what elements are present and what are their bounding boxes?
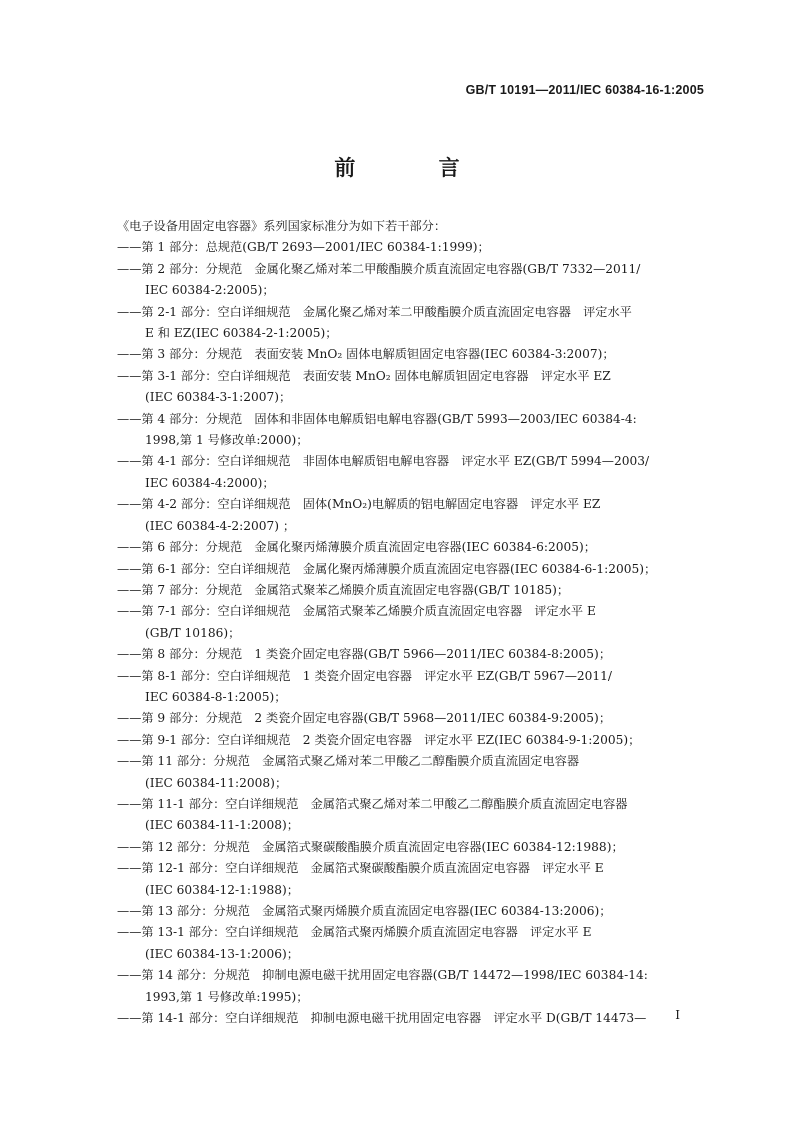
list-item-continuation: E 和 EZ(IEC 60384-2-1:2005)；	[145, 326, 338, 341]
list-item-continuation: IEC 60384-2:2005)；	[145, 283, 275, 298]
list-item-continuation: IEC 60384-4:2000)；	[145, 475, 275, 490]
list-item: ——第 11-1 部分：空白详细规范 金属箔式聚乙烯对苯二甲酸乙二醇酯膜介质直流固定电容器	[117, 796, 628, 811]
list-item: ——第 14 部分：分规范 抑制电源电磁干扰用固定电容器(GB/T 14472—1998/IEC 60384-14:	[117, 968, 648, 983]
list-item: ——第 8 部分：分规范 1 类瓷介固定电容器(GB/T 5966—2011/IEC 60384-8:2005)；	[117, 647, 612, 662]
list-item: ——第 7-1 部分：空白详细规范 金属箔式聚苯乙烯膜介质直流固定电容器 评定水平 E	[117, 604, 596, 619]
list-item: ——第 1 部分：总规范(GB/T 2693—2001/IEC 60384-1:1999)；	[117, 240, 490, 255]
list-item: ——第 9-1 部分：空白详细规范 2 类瓷介固定电容器 评定水平 EZ(IEC 60384-9-1:2005)；	[117, 732, 641, 747]
list-item-continuation: (IEC 60384-13-1:2006)；	[145, 946, 299, 961]
list-item: ——第 6 部分：分规范 金属化聚丙烯薄膜介质直流固定电容器(IEC 60384-6:2005)；	[117, 540, 596, 555]
list-item: ——第 4-1 部分：空白详细规范 非固体电解质铝电解电容器 评定水平 EZ(GB/T 5994—2003/	[117, 454, 650, 469]
list-item: ——第 4-2 部分：空白详细规范 固体(MnO₂)电解质的铝电解固定电容器 评定水平 EZ	[117, 497, 601, 512]
list-item: ——第 3-1 部分：空白详细规范 表面安装 MnO₂ 固体电解质钽固定电容器 评定水平 EZ	[117, 368, 611, 383]
list-item: ——第 12-1 部分：空白详细规范 金属箔式聚碳酸酯膜介质直流固定电容器 评定水平 E	[117, 861, 604, 876]
list-item: ——第 7 部分：分规范 金属箔式聚苯乙烯膜介质直流固定电容器(GB/T 10185)；	[117, 582, 570, 597]
list-item-continuation: (IEC 60384-4-2:2007) ；	[145, 518, 296, 533]
intro-text: 《电子设备用固定电容器》系列国家标准分为如下若干部分：	[117, 219, 447, 233]
list-item-continuation: IEC 60384-8-1:2005)；	[145, 689, 287, 704]
list-item-continuation: 1998,第 1 号修改单:2000)；	[145, 433, 309, 448]
list-item-continuation: (IEC 60384-11:2008)；	[145, 775, 288, 790]
page-title: 前 言	[334, 156, 498, 180]
list-item: ——第 12 部分：分规范 金属箔式聚碳酸酯膜介质直流固定电容器(IEC 60384-12:1988)；	[117, 839, 624, 854]
list-item: ——第 6-1 部分：空白详细规范 金属化聚丙烯薄膜介质直流固定电容器(IEC 60384-6-1:2005)；	[117, 561, 657, 576]
list-item: ——第 4 部分：分规范 固体和非固体电解质铝电解电容器(GB/T 5993—2003/IEC 60384-4:	[117, 411, 637, 426]
list-item: ——第 9 部分：分规范 2 类瓷介固定电容器(GB/T 5968—2011/IEC 60384-9:2005)；	[117, 711, 612, 726]
list-item: ——第 11 部分：分规范 金属箔式聚乙烯对苯二甲酸乙二醇酯膜介质直流固定电容器	[117, 754, 580, 769]
list-item-continuation: 1993,第 1 号修改单:1995)；	[145, 989, 309, 1004]
list-item: ——第 8-1 部分：空白详细规范 1 类瓷介固定电容器 评定水平 EZ(GB/T 5967—2011/	[117, 668, 612, 683]
list-item: ——第 3 部分：分规范 表面安装 MnO₂ 固体电解质钽固定电容器(IEC 60384-3:2007)；	[117, 347, 615, 362]
list-item-continuation: (IEC 60384-3-1:2007)；	[145, 390, 292, 405]
standard-number-header: GB/T 10191—2011/IEC 60384-16-1:2005	[465, 83, 704, 97]
list-item: ——第 2-1 部分：空白详细规范 金属化聚乙烯对苯二甲酸酯膜介质直流固定电容器 评定水平	[117, 304, 632, 319]
list-item: ——第 13-1 部分：空白详细规范 金属箔式聚丙烯膜介质直流固定电容器 评定水平 E	[117, 925, 592, 940]
list-item-continuation: (GB/T 10186)；	[145, 625, 241, 640]
list-item-continuation: (IEC 60384-11-1:2008)；	[145, 818, 299, 833]
page-number: I	[675, 1008, 680, 1022]
list-item: ——第 13 部分：分规范 金属箔式聚丙烯膜介质直流固定电容器(IEC 60384-13:2006)；	[117, 904, 612, 918]
preface-body	[117, 216, 705, 1029]
list-item: ——第 14-1 部分：空白详细规范 抑制电源电磁干扰用固定电容器 评定水平 D(GB/T 14473—	[117, 1011, 647, 1026]
list-item: ——第 2 部分：分规范 金属化聚乙烯对苯二甲酸酯膜介质直流固定电容器(GB/T 7332—2011/	[117, 261, 641, 276]
list-item-continuation: (IEC 60384-12-1:1988)；	[145, 882, 299, 897]
